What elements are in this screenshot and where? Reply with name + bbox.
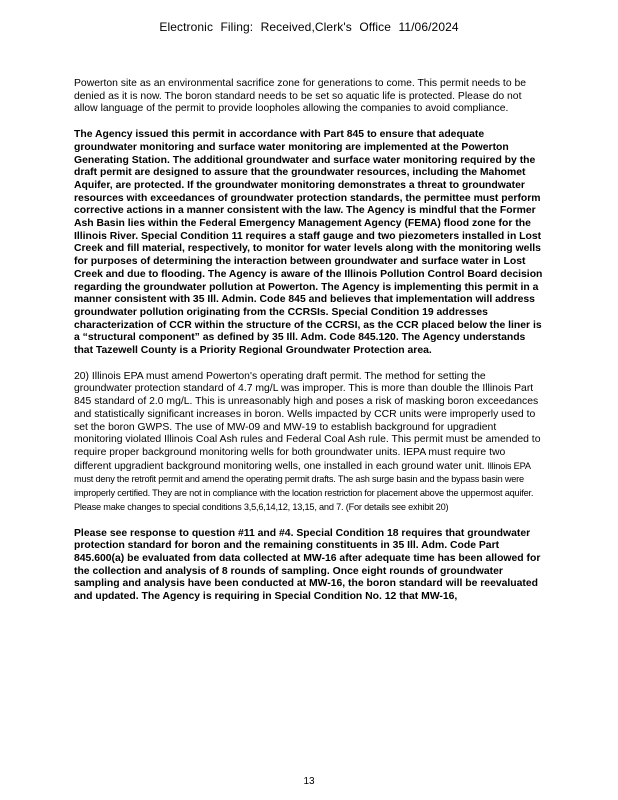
paragraph-agency-response-20: Please see response to question #11 and #4. Special Condition 18 requires that groundwater protection standard for boron and the remaining constituents in 35 Ill. Adm. Code Part 845.600(a) be evaluated from data collected at MW-16 after adequate time has been allowed for the collection and analysis of 8 rounds of sampling. Once eight rounds of groundwater sampling and analysis have been conducted at MW-16, the boron standard will be reevaluated and updated. The Agency is requiring in Special Condition No. 12 that MW-16, — [74, 527, 541, 603]
page-number: 13 — [303, 776, 315, 787]
filing-header: Electronic Filing: Received,Clerk's Office 11/06/2024 — [159, 20, 459, 34]
comment-20-main-text: 20) Illinois EPA must amend Powerton's operating draft permit. The method for setting the groundwater protection standard of 4.7 mg/L was improper. This is more than double the Illinois Part 845 standard of 2.0 mg/L. This is unreasonably high and poses a risk of masking boron exceedances and statistically significant increases in boron. Wells impacted by CCR units were improperly used to set the boron GWPS. The use of MW-09 and MW-19 to establish background for upgradient monitoring violated Illinois Coal Ash rules and Federal Coal Ash rule. This permit must be amended to require proper background monitoring wells for both groundwater units. IEPA must require two different upgradient background monitoring wells, one installed in each ground water unit. — [74, 370, 541, 472]
paragraph-comment-20 — [74, 371, 544, 515]
paragraph-comment-continuation: Powerton site as an environmental sacrifice zone for generations to come. This permit needs to be denied as it is now. The boron standard needs to be set so aquatic life is protected. Please do not allow language of the permit to provide loopholes allowing the companies to avoid compliance. — [74, 78, 527, 115]
document-body — [74, 78, 544, 617]
comment-20-small-text: Illinois EPA must deny the retrofit permit and amend the operating permit drafts. The ash surge basin and the bypass basin were improperly certified. They are not in compliance with the location restriction for placement above the uppermost aquifer. Please make changes to special conditions 3,5,6,14,12, 13,15, and 7. (For details see exhibit 20) — [74, 460, 534, 512]
paragraph-agency-response-19: The Agency issued this permit in accordance with Part 845 to ensure that adequate groundwater monitoring and surface water monitoring are implemented at the Powerton Generating Station. The additional groundwater and surface water monitoring required by the draft permit are designed to assure that the groundwater resources, including the Mahomet Aquifer, are protected. If the groundwater monitoring demonstrates a threat to groundwater resources with exceedances of groundwater protection standards, the permittee must perform corrective actions in a manner consistent with the law. The Agency is mindful that the Former Ash Basin lies within the Federal Emergency Management Agency (FEMA) flood zone for the Illinois River. Special Condition 11 requires a staff gauge and two piezometers installed in Lost Creek and fill material, respectively, to monitor for water levels along with the monitoring wells for purposes of determining the interaction between groundwater and surface water in Lost Creek and due to flooding. The Agency is aware of the Illinois Pollution Control Board decision regarding the groundwater pollution at Powerton. The Agency is implementing this permit in a manner consistent with 35 Ill. Admin. Code 845 and believes that implementation will address groundwater pollution originating from the CCRSIs. Special Condition 19 addresses characterization of CCR within the structure of the CCRSI, as the CCR placed below the liner is a “structural component” as defined by 35 Ill. Adm. Code 845.120. The Agency understands that Tazewell County is a Priority Regional Groundwater Protection area. — [74, 129, 543, 357]
